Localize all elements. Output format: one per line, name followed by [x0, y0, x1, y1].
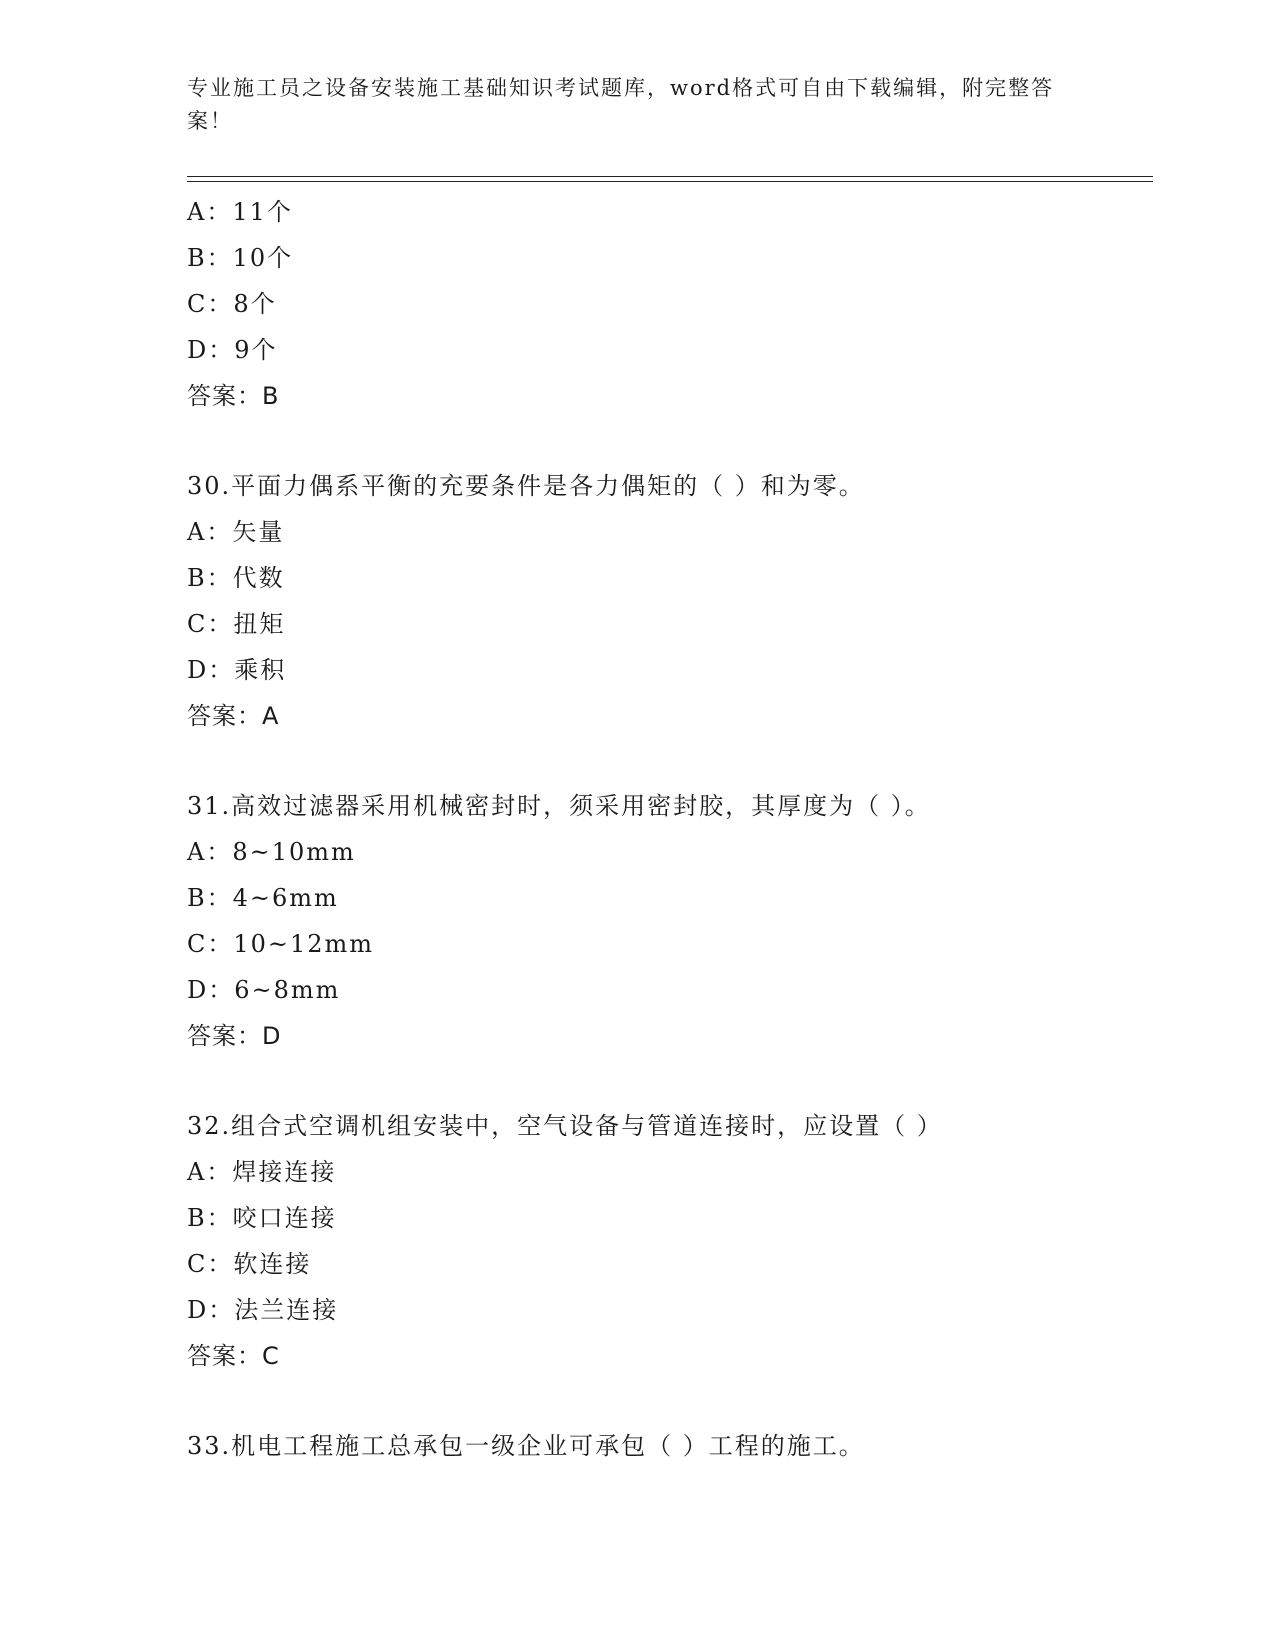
- question-block-30: [187, 463, 1147, 739]
- question-text: 30.平面力偶系平衡的充要条件是各力偶矩的（ ）和为零。: [187, 472, 865, 500]
- header-divider-bottom: [187, 181, 1153, 182]
- answer-line: 答案：C: [187, 1342, 280, 1370]
- question-block-33: [187, 1423, 1147, 1469]
- answer-line: 答案：A: [187, 702, 280, 730]
- option-d: D：法兰连接: [187, 1296, 339, 1324]
- question-text: 32.组合式空调机组安装中，空气设备与管道连接时，应设置（ ）: [187, 1112, 943, 1140]
- document-header: 专业施工员之设备安装施工基础知识考试题库，word格式可自由下载编辑，附完整答案！: [187, 76, 1055, 133]
- option-d: D：6~8mm: [187, 976, 341, 1004]
- question-text: 31.高效过滤器采用机械密封时，须采用密封胶，其厚度为（ ）。: [187, 792, 931, 820]
- option-c: C：10~12mm: [187, 930, 375, 958]
- option-a: A：矢量: [187, 518, 285, 546]
- answer-line: 答案：B: [187, 382, 280, 410]
- question-list: [187, 189, 1147, 1469]
- question-block-29: [187, 189, 1147, 419]
- option-d: D：乘积: [187, 656, 287, 684]
- option-b: B：咬口连接: [187, 1204, 337, 1232]
- question-text: 33.机电工程施工总承包一级企业可承包（ ）工程的施工。: [187, 1432, 865, 1460]
- option-b: B：代数: [187, 564, 285, 592]
- question-block-31: [187, 783, 1147, 1059]
- option-c: C：8个: [187, 290, 277, 318]
- option-a: A：8~10mm: [187, 838, 356, 866]
- option-c: C：软连接: [187, 1250, 312, 1278]
- option-b: B：4~6mm: [187, 884, 339, 912]
- answer-line: 答案：D: [187, 1022, 282, 1050]
- option-a: A：焊接连接: [187, 1158, 337, 1186]
- question-block-32: [187, 1103, 1147, 1379]
- option-d: D：9个: [187, 336, 278, 364]
- header-divider-top: [187, 176, 1153, 177]
- option-a: A：11个: [187, 198, 293, 226]
- option-b: B：10个: [187, 244, 294, 272]
- option-c: C：扭矩: [187, 610, 286, 638]
